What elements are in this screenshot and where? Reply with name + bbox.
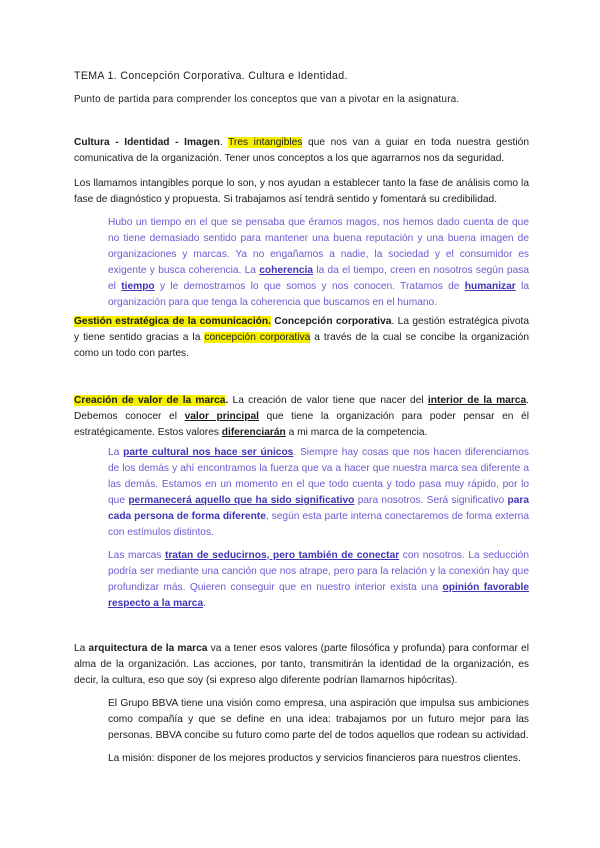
paragraph-creacion-valor: Creación de valor de la marca. La creación de valor tiene que nacer del interior de la marca. Debemos conocer el valor principal que tiene la organización para poder pensar en él estratégicamente. Estos valores diferenciarán a mi marca de la competencia. <box>74 395 530 438</box>
term-cultura-identidad-imagen: Cultura - Identidad - Imagen <box>74 137 220 148</box>
highlight-gestion-estrategica: Gestión estratégica de la comunicación. <box>74 316 271 327</box>
quote-parte-cultural: La parte cultural nos hace ser únicos. Siempre hay cosas que nos hacen diferenciarnos de los demás y ahí encontramos la fuerza que va a hacer que nuestra marca sea diferente a las demás. Estamos en un momento en el que todo cuenta y todo pasa muy rápido, por lo que permanecerá aquello que ha sido significativo para nosotros. Será significativo para cada persona de forma diferente, según esta parte interna conectaremos de forma externa con estímulos distintos. <box>108 447 530 538</box>
page-subtitle: Punto de partida para comprender los conceptos que van a pivotar en la asignatura. <box>74 94 460 105</box>
keyword-cada-persona: para cada persona de forma diferente <box>108 495 530 522</box>
keyword-valor-principal: valor principal <box>184 411 259 422</box>
keyword-tiempo: tiempo <box>121 281 155 292</box>
quote-seducir-conectar: Las marcas tratan de seducirnos, pero también de conectar con nosotros. La seducción podría ser mediante una canción que nos atrape, pero para la relación y la conexión hay que profundizar más. Quieren conseguir que en nuestro interior exista una opinión favorable respecto a la marca. <box>108 550 530 609</box>
keyword-coherencia: coherencia <box>259 265 314 276</box>
paragraph-intangibles-explanation: Los llamamos intangibles porque lo son, y nos ayudan a establecer tanto la fase de análisis como la fase de diagnóstico y propuesta. Si trabajamos así tendrá sentido y fomentará su credibilidad. <box>74 178 529 205</box>
paragraph-bbva-mision: La misión: disponer de los mejores productos y servicios financieros para nuestros clientes. <box>108 753 521 764</box>
paragraph-intangibles: Cultura - Identidad - Imagen. Tres intangibles que nos van a guiar en toda nuestra gestión comunicativa de la organización. Tener unos conceptos a los que agarrarnos nos da seguridad. <box>74 137 529 164</box>
highlight-tres-intangibles: Tres intangibles <box>228 137 303 148</box>
keyword-opinion-favorable: opinión favorable respecto a la marca <box>108 582 530 609</box>
paragraph-bbva-vision: El Grupo BBVA tiene una visión como empresa, una aspiración que impulsa sus ambiciones como compañía y que se define en una idea: trabajamos por un futuro mejor para las personas. BBVA concibe su futuro como parte del de todos aquellos que rodean su actividad. <box>108 698 529 741</box>
keyword-seducir-conectar: tratan de seducirnos, pero también de conectar <box>164 550 400 561</box>
keyword-parte-cultural: parte cultural nos hace ser únicos <box>123 447 294 458</box>
keyword-interior-marca: interior de la marca <box>427 395 527 406</box>
quote-coherencia: Hubo un tiempo en el que se pensaba que éramos magos, nos hemos dado cuenta de que no tiene demasiado sentido para mantener una buena reputación y una buena imagen de organizaciones y marcas. Ya no engañamos a nadie, la sociedad y el consumidor es exigente y busca coherencia. La coherencia la da el tiempo, creen en nosotros según pasa el tiempo y le demostramos lo que somos y nos conocen. Tratamos de humanizar la organización para que tenga la coherencia que buscamos en el humano. <box>108 217 529 308</box>
highlight-creacion-valor: Creación de valor de la marca <box>74 395 226 406</box>
paragraph-gestion-estrategica: Gestión estratégica de la comunicación. Concepción corporativa. La gestión estratégica pivota y tiene sentido gracias a la concepción corporativa a través de la cual se concibe la organización como un todo con partes. <box>74 316 529 359</box>
page-title: TEMA 1. Concepción Corporativa. Cultura e Identidad. <box>74 70 348 82</box>
keyword-permanecera: permanecerá aquello que ha sido significativo <box>128 495 355 506</box>
highlight-concepcion-corporativa: concepción corporativa <box>204 332 311 343</box>
keyword-diferenciaran: diferenciarán <box>221 427 286 438</box>
paragraph-arquitectura-marca: La arquitectura de la marca va a tener esos valores (parte filosófica y profunda) para conformar el alma de la organización. Las acciones, por tanto, transmitirán la identidad de la organización, es decir, la cultura, eso que soy (si expreso algo diferente podrían llamarnos hipócritas). <box>74 643 529 686</box>
keyword-humanizar: humanizar <box>464 281 516 292</box>
keyword-arquitectura-marca: arquitectura de la marca <box>88 643 208 654</box>
